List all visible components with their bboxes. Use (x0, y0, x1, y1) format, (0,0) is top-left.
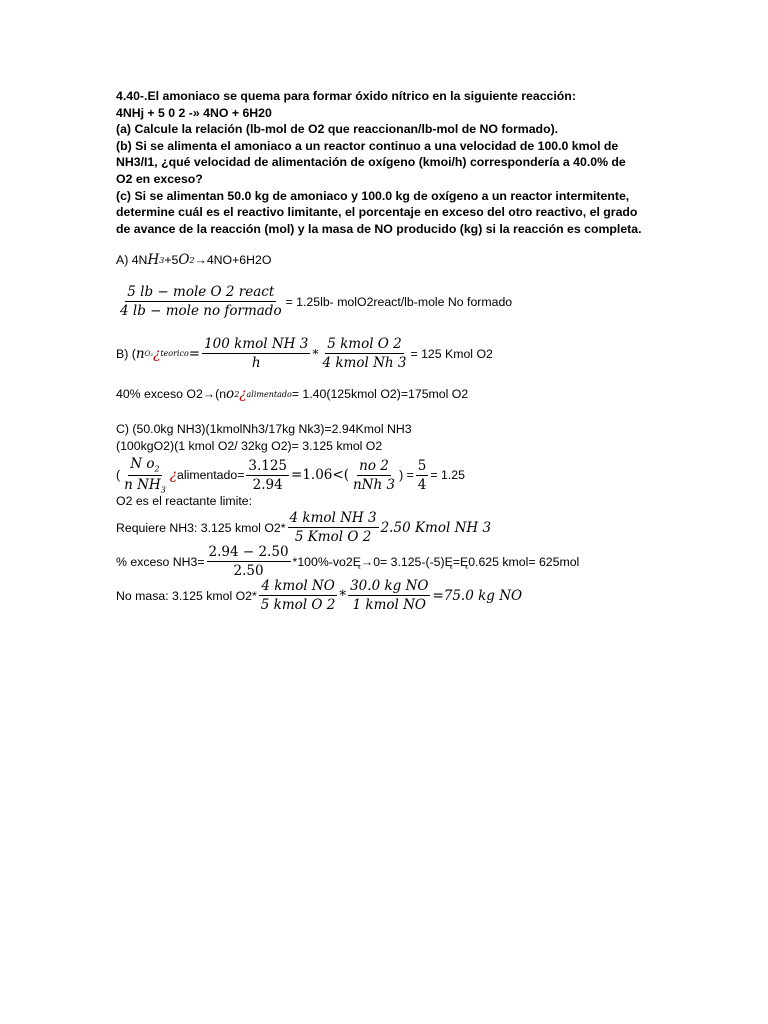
text: No masa: 3.125 kmol O2* (116, 588, 257, 603)
fraction (351, 458, 397, 493)
text: *100%-vo2Ę→0= 3.125-(-5)Ę=Ę0.625 kmol= 625mol (292, 554, 580, 569)
fraction (202, 336, 310, 371)
fraction-numerator: 4 kmol NH 3 (289, 510, 377, 526)
fraction (118, 284, 284, 319)
problem-line: NH3/I1, ¿qué velocidad de alimentación de oxígeno (kmoi/h) correspondería a 40.0% de (116, 155, 626, 170)
problem-line: 4NHj + 5 0 2 -» 4NO + 6H20 (116, 105, 272, 120)
text: * (339, 587, 347, 604)
problem-line: O2 en exceso? (116, 171, 203, 186)
text: B) ( (116, 346, 136, 361)
fraction-denominator: h (251, 355, 261, 371)
math-subscript: 3 (160, 485, 166, 495)
solution-c-line1 (116, 422, 412, 436)
text: = 1.25 (430, 468, 465, 483)
problem-line: (a) Calcule la relación (lb-mol de O2 que reaccionan/lb-mol de NO formado). (116, 122, 559, 137)
fraction (288, 510, 379, 545)
text: ) = (399, 468, 414, 483)
fraction (416, 458, 429, 493)
solution-b (116, 336, 493, 371)
math-subscript: 2 (234, 389, 240, 399)
math-subscript: 2 (189, 255, 195, 265)
solution-c-limiting (116, 494, 252, 508)
fraction-numerator: 2.94 − 2.50 (208, 544, 289, 560)
math-subscript: teorico (160, 349, 189, 358)
text: = 1.40(125kmol O2)=175mol O2 (291, 387, 469, 401)
solution-c-mass (116, 578, 522, 613)
math-symbol: ¿ (153, 345, 161, 362)
math-subscript: O₂ (144, 349, 154, 358)
fraction (259, 578, 338, 613)
fraction (320, 336, 408, 371)
text: 2.50 Kmol NH 3 (380, 519, 492, 536)
fraction-numerator: 5 lb − mole O 2 react (127, 284, 275, 300)
math-subscript: 2 (154, 464, 160, 474)
fraction-numerator: 100 kmol NH 3 (204, 336, 309, 352)
fraction-numerator: 4 kmol NO (261, 578, 335, 594)
math-symbol: o (226, 386, 235, 402)
solution-a-ratio (116, 284, 512, 319)
text: = 1.25lb- molO2react/lb-mole No formado (285, 294, 513, 309)
math-symbol: ¿ (239, 386, 247, 402)
solution-c-requires (116, 510, 491, 545)
fraction-numerator: 5 kmol O 2 (327, 336, 402, 352)
fraction-denominator: 4 kmol Nh 3 (322, 355, 407, 371)
fraction-numerator: 5 (417, 457, 427, 474)
problem-line: (c) Si se alimentan 50.0 kg de amoniaco y 100.0 kg de oxígeno a un reactor intermitente, (116, 188, 630, 203)
text: alimentado= (177, 468, 245, 483)
text: +5 (164, 253, 179, 267)
solution-c-line2 (116, 439, 382, 453)
problem-statement (116, 88, 656, 237)
text: % exceso NH3= (116, 554, 205, 569)
fraction-numerator: 30.0 kg NO (350, 578, 429, 594)
fraction (122, 456, 168, 494)
problem-line: determine cuál es el reactivo limitante, el porcentaje en exceso del otro reactivo, el grado (116, 205, 638, 220)
text: = (188, 345, 201, 362)
text: A) 4N (116, 253, 148, 267)
math-symbol: n (135, 345, 145, 362)
fraction-denominator: 1 kmol NO (352, 597, 426, 613)
fraction-denominator: 5 Kmol O 2 (294, 529, 372, 545)
solution-c-excess (116, 544, 579, 579)
text: =1.06<( (291, 467, 349, 484)
fraction-numerator: no 2 (359, 457, 389, 474)
fraction (207, 544, 291, 579)
fraction-numerator (128, 456, 161, 476)
text: =75.0 kg NO (432, 587, 523, 604)
text: →4NO+6H2O (194, 253, 272, 267)
problem-line: de avance de la reacción (mol) y la masa de NO producido (kg) si la reacción es completa. (116, 221, 642, 236)
fraction-denominator: 4 (417, 476, 427, 493)
fraction-denominator (122, 476, 168, 495)
math-subscript: alimentado (246, 389, 292, 399)
fraction-denominator: 2.94 (252, 476, 283, 493)
text: * (312, 346, 319, 361)
fraction-numerator: 3.125 (248, 457, 288, 474)
fraction (246, 458, 289, 493)
solution-b-excess (116, 386, 468, 402)
solution-a-reaction (116, 252, 271, 268)
text: ( (116, 468, 121, 483)
problem-line: 4.40-.El amoniaco se quema para formar óxido nítrico en la siguiente reacción: (116, 89, 576, 103)
fraction-denominator: 2.50 (233, 563, 264, 579)
problem-line: (b) Si se alimenta el amoniaco a un reactor continuo a una velocidad de 100.0 kmol de (116, 138, 619, 153)
math-subscript: 3 (159, 255, 165, 265)
text: = 125 Kmol O2 (410, 346, 493, 361)
text: C) (50.0kg NH3)(1kmolNh3/17kg Nk3)=2.94Kmol NH3 (116, 422, 412, 436)
fraction-denominator: 4 lb − mole no formado (120, 303, 282, 319)
text: N o (130, 456, 155, 472)
solution-c-ratio (116, 456, 465, 494)
math-symbol: O (178, 252, 190, 268)
text: (100kgO2)(1 kmol O2/ 32kg O2)= 3.125 kmol O2 (116, 439, 383, 453)
fraction (348, 578, 430, 613)
math-symbol: H (147, 252, 160, 268)
text: n NH (124, 476, 161, 493)
text: 40% exceso O2→(n (116, 387, 227, 401)
text: O2 es el reactante limite: (116, 494, 253, 508)
math-symbol: ¿ (169, 467, 178, 484)
fraction-denominator: 5 kmol O 2 (260, 597, 336, 613)
text: Requiere NH3: 3.125 kmol O2* (116, 520, 286, 535)
fraction-denominator: nNh 3 (352, 476, 396, 493)
